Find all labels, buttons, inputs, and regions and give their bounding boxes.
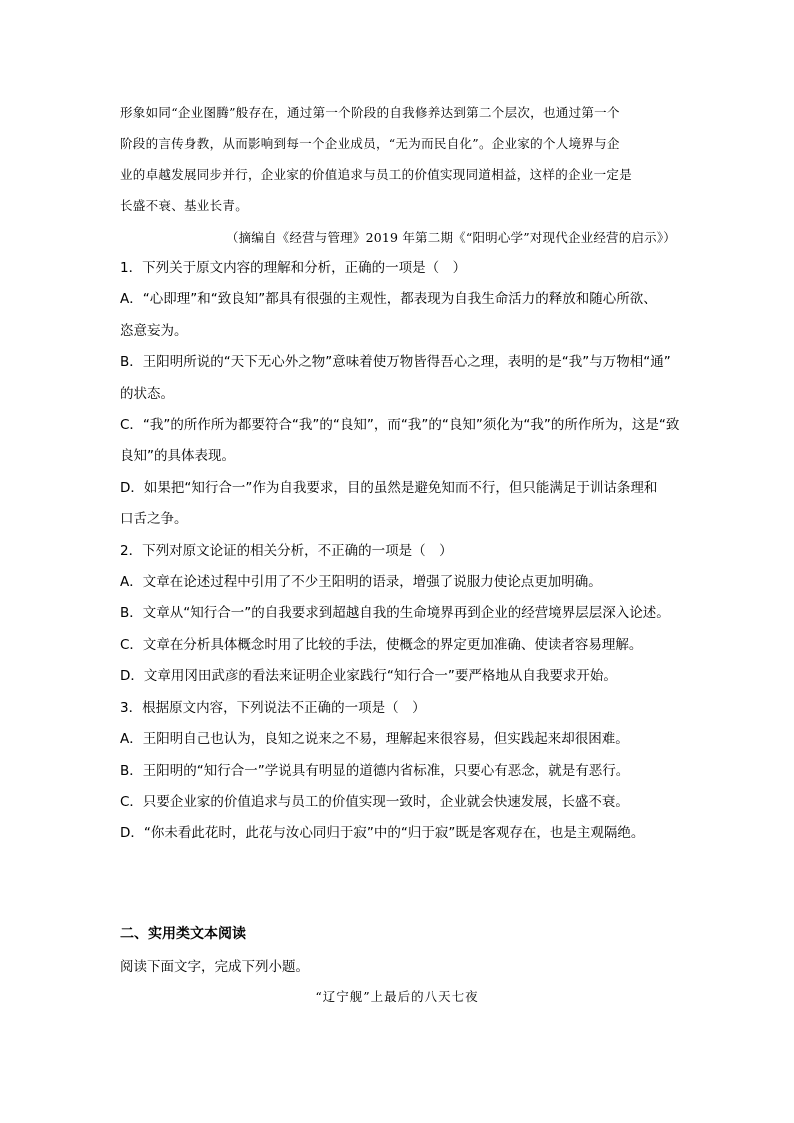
question-2-stem: 2．下列对原文论证的相关分析，不正确的一项是（ ） bbox=[120, 542, 453, 559]
article-title: “辽宁舰”上最后的八天七夜 bbox=[315, 989, 479, 1004]
question-2-option-d: D．文章用冈田武彦的看法来证明企业家践行“知行合一”要严格地从自我要求开始。 bbox=[120, 668, 617, 685]
passage-line: 形象如同“企业图腾”般存在，通过第一个阶段的自我修养达到第二个层次，也通过第一个 bbox=[120, 105, 620, 120]
question-2-option-b: B．文章从“知行合一”的自我要求到超越自我的生命境界再到企业的经营境界层层深入论述。 bbox=[120, 605, 670, 622]
question-1-option-d-cont: 口舌之争。 bbox=[120, 511, 188, 528]
question-3-option-c: C．只要企业家的价值追求与员工的价值实现一致时，企业就会快速发展，长盛不衰。 bbox=[120, 793, 629, 810]
question-3-option-d: D．“你未看此花时，此花与汝心同归于寂”中的“归于寂”既是客观存在，也是主观隔绝。 bbox=[120, 825, 645, 842]
question-1-option-a: A．“心即理”和“致良知”都具有很强的主观性，都表现为自我生命活力的释放和随心所欲、 bbox=[120, 291, 657, 308]
question-1-option-c-cont: 良知”的具体表现。 bbox=[120, 448, 235, 465]
section-heading: 二、实用类文本阅读 bbox=[120, 926, 246, 942]
section-instruction: 阅读下面文字，完成下列小题。 bbox=[120, 959, 309, 975]
question-3-stem: 3．根据原文内容，下列说法不正确的一项是（ ） bbox=[120, 699, 426, 716]
question-2-option-c: C．文章在分析具体概念时用了比较的手法，使概念的界定更加准确、使读者容易理解。 bbox=[120, 636, 643, 653]
passage-paragraph bbox=[120, 97, 676, 221]
question-1-option-c: C．“我”的所作所为都要符合“我”的“良知”，而“我”的“良知”须化为“我”的所作所为，这是“致 bbox=[120, 417, 680, 434]
question-1-option-b-cont: 的状态。 bbox=[120, 385, 174, 402]
question-1-option-b: B．王阳明所说的“天下无心外之物”意味着使万物皆得吾心之理，表明的是“我”与万物相“通” bbox=[120, 354, 671, 371]
question-block bbox=[120, 253, 680, 850]
question-1-option-d: D．如果把“知行合一”作为自我要求，目的虽然是避免知而不行，但只能满足于训诂条理和 bbox=[120, 479, 658, 496]
passage-source: （摘编自《经营与管理》2019 年第二期《“阳明心学”对现代企业经营的启示》） bbox=[225, 230, 676, 245]
question-3-option-b: B．王阳明的“知行合一”学说具有明显的道德内省标准，只要心有恶念，就是有恶行。 bbox=[120, 762, 630, 779]
question-1-stem: 1．下列关于原文内容的理解和分析，正确的一项是（ ） bbox=[120, 260, 467, 276]
question-3-option-a: A．王阳明自己也认为，良知之说来之不易，理解起来很容易，但实践起来却很困难。 bbox=[120, 731, 629, 748]
question-2-option-a: A．文章在论述过程中引用了不少王阳明的语录，增强了说服力使论点更加明确。 bbox=[120, 574, 602, 591]
question-1-option-a-cont: 恣意妄为。 bbox=[120, 322, 188, 339]
passage-line: 业的卓越发展同步并行，企业家的价值追求与员工的价值实现同道相益，这样的企业一定是 bbox=[120, 167, 633, 182]
passage-line: 长盛不衰、基业长青。 bbox=[120, 198, 249, 213]
passage-line: 阶段的言传身教，从而影响到每一个企业成员，“无为而民自化”。企业家的个人境界与企 bbox=[120, 136, 620, 151]
